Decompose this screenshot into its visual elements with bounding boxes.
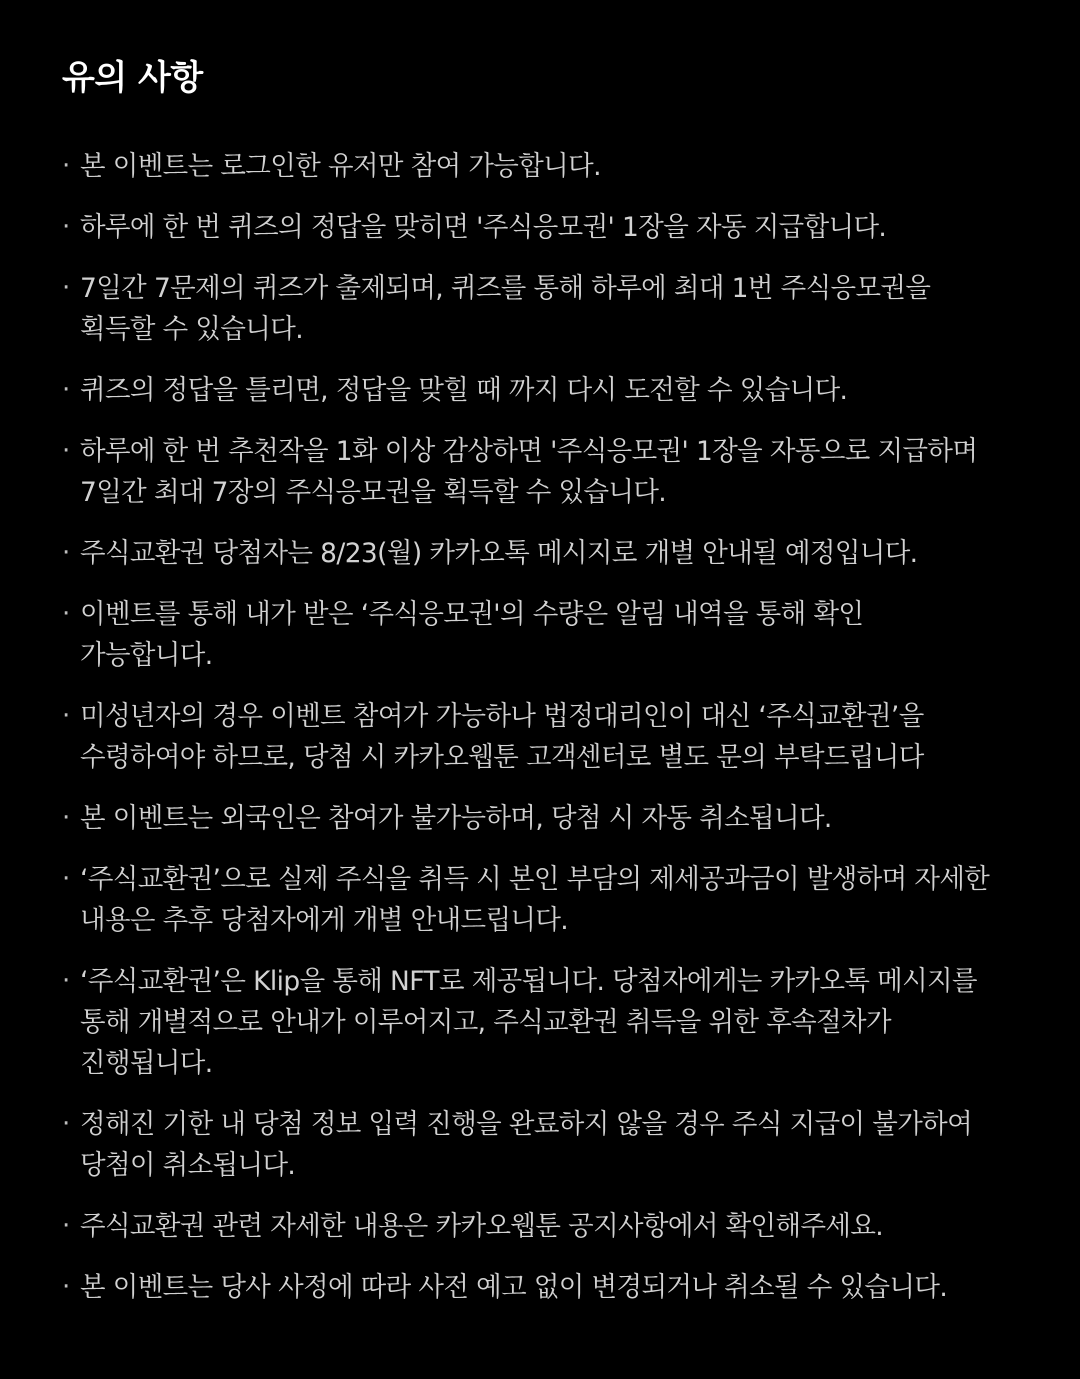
notice-item bbox=[0, 594, 1080, 676]
bullet-dot: · bbox=[62, 436, 71, 466]
notice-item bbox=[0, 1104, 1080, 1186]
notice-item-text: 7일간 7문제의 퀴즈가 출제되며, 퀴즈를 통해 하루에 최대 1번 주식응모권을 bbox=[80, 273, 931, 304]
notice-item-text: 주식교환권 관련 자세한 내용은 카카오웹툰 공지사항에서 확인해주세요. bbox=[80, 1211, 884, 1242]
notice-item bbox=[0, 798, 1080, 839]
bullet-dot: · bbox=[62, 864, 71, 894]
notice-item bbox=[0, 696, 1080, 778]
notice-item-text: 이벤트를 통해 내가 받은 ‘주식응모권'의 수량은 알림 내역을 통해 확인 bbox=[80, 599, 864, 630]
notice-item bbox=[0, 961, 1080, 1084]
notice-item-text: 미성년자의 경우 이벤트 참여가 가능하나 법정대리인이 대신 ‘주식교환권’을 bbox=[80, 701, 924, 732]
bullet-dot: · bbox=[62, 966, 71, 996]
bullet-dot: · bbox=[62, 538, 71, 568]
notice-item bbox=[0, 1267, 1080, 1308]
notice-item bbox=[0, 859, 1080, 941]
notice-item-text: 통해 개별적으로 안내가 이루어지고, 주식교환권 취득을 위한 후속절차가 bbox=[80, 1007, 891, 1038]
notice-item-text: 당첨이 취소됩니다. bbox=[80, 1150, 296, 1181]
bullet-dot: · bbox=[62, 803, 71, 833]
notice-item-text: 정해진 기한 내 당첨 정보 입력 진행을 완료하지 않을 경우 주식 지급이 불가하여 bbox=[80, 1109, 973, 1140]
notice-item bbox=[0, 146, 1080, 187]
bullet-dot: · bbox=[62, 375, 71, 405]
notice-item-text: 내용은 추후 당첨자에게 개별 안내드립니다. bbox=[80, 905, 569, 936]
notice-item-text: 가능합니다. bbox=[80, 640, 213, 671]
notice-item-text: ‘주식교환권’으로 실제 주식을 취득 시 본인 부담의 제세공과금이 발생하며 자세한 bbox=[80, 864, 990, 895]
notice-item-text: 진행됩니다. bbox=[80, 1048, 213, 1079]
notice-item bbox=[0, 268, 1080, 350]
notice-item-text: 획득할 수 있습니다. bbox=[80, 314, 304, 345]
notice-item-text: 본 이벤트는 외국인은 참여가 불가능하며, 당첨 시 자동 취소됩니다. bbox=[80, 803, 832, 834]
notice-item bbox=[0, 533, 1080, 574]
notice-item-text: 하루에 한 번 퀴즈의 정답을 맞히면 '주식응모권' 1장을 자동 지급합니다. bbox=[80, 212, 887, 243]
notice-item-text: 하루에 한 번 추천작을 1화 이상 감상하면 '주식응모권' 1장을 자동으로 지급하며 bbox=[80, 436, 978, 467]
notice-item-text: 본 이벤트는 당사 사정에 따라 사전 예고 없이 변경되거나 취소될 수 있습니다. bbox=[80, 1272, 948, 1303]
notice-item-text: 7일간 최대 7장의 주식응모권을 획득할 수 있습니다. bbox=[80, 477, 667, 508]
notice-item-text: 수령하여야 하므로, 당첨 시 카카오웹툰 고객센터로 별도 문의 부탁드립니다 bbox=[80, 742, 924, 773]
bullet-dot: · bbox=[62, 1109, 71, 1139]
bullet-dot: · bbox=[62, 599, 71, 629]
bullet-dot: · bbox=[62, 1211, 71, 1241]
notice-item bbox=[0, 1206, 1080, 1247]
notice-item-text: 본 이벤트는 로그인한 유저만 참여 가능합니다. bbox=[80, 151, 601, 182]
bullet-dot: · bbox=[62, 701, 71, 731]
notice-list bbox=[0, 146, 1080, 1328]
bullet-dot: · bbox=[62, 212, 71, 242]
notice-item bbox=[0, 370, 1080, 411]
notice-item-text: 퀴즈의 정답을 틀리면, 정답을 맞힐 때 까지 다시 도전할 수 있습니다. bbox=[80, 375, 848, 406]
bullet-dot: · bbox=[62, 151, 71, 181]
notice-title: 유의 사항 bbox=[62, 58, 203, 98]
bullet-dot: · bbox=[62, 273, 71, 303]
notice-item bbox=[0, 431, 1080, 513]
notice-item-text: ‘주식교환권’은 Klip을 통해 NFT로 제공됩니다. 당첨자에게는 카카오톡 메시지를 bbox=[80, 966, 977, 997]
notice-item bbox=[0, 207, 1080, 248]
notice-item-text: 주식교환권 당첨자는 8/23(월) 카카오톡 메시지로 개별 안내될 예정입니다. bbox=[80, 538, 918, 569]
bullet-dot: · bbox=[62, 1272, 71, 1302]
